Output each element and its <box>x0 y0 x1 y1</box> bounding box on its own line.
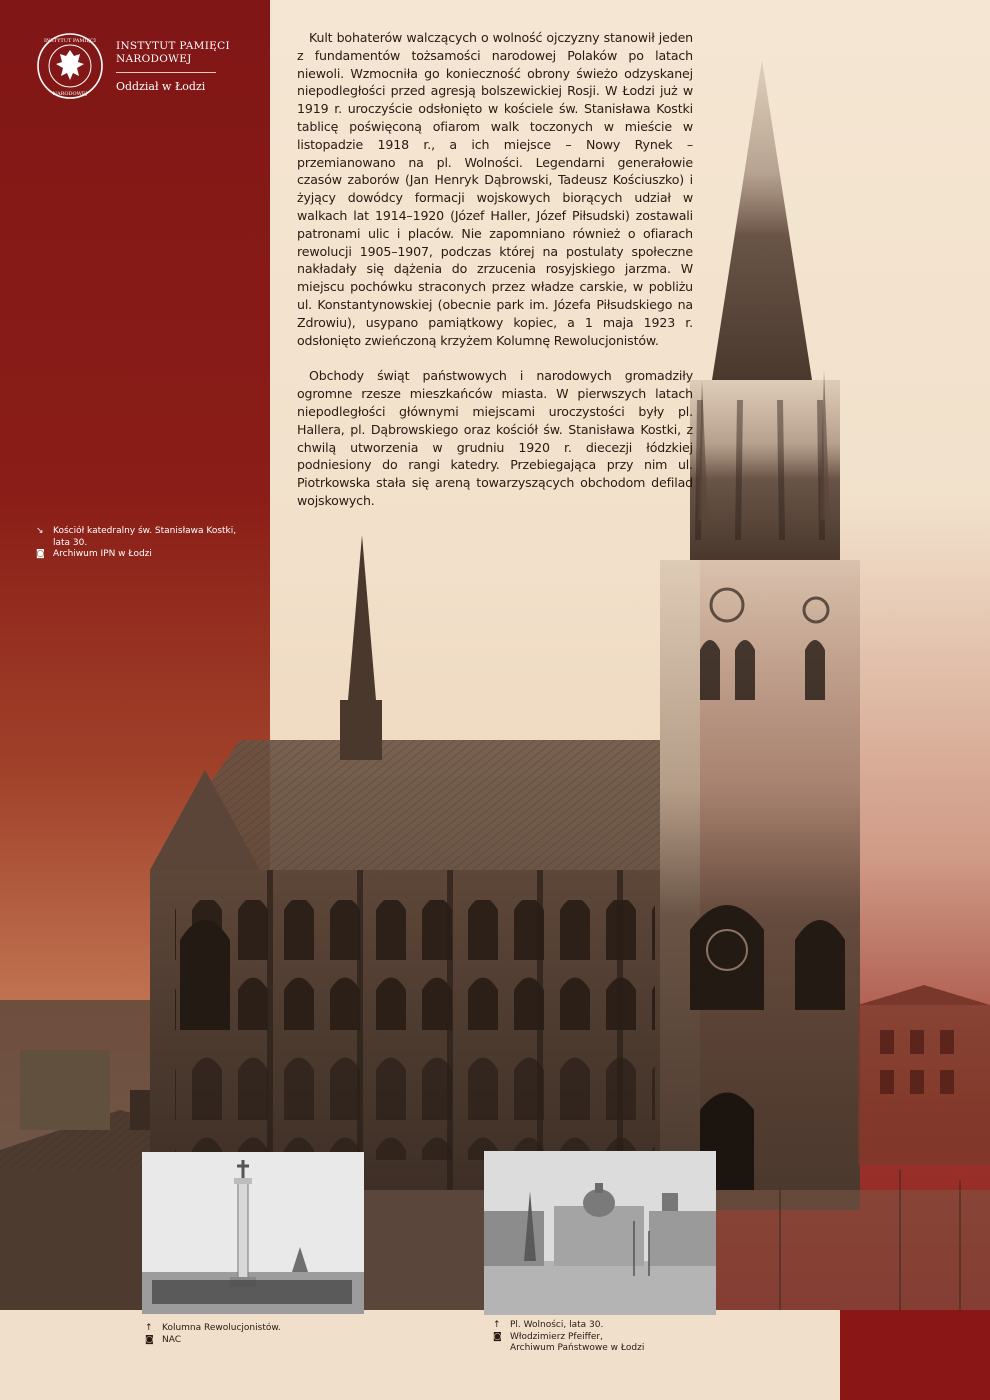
caption-plac-title: Pl. Wolności, lata 30. <box>510 1320 604 1330</box>
institution-line-1: INSTYTUT PAMIĘCI <box>116 40 230 52</box>
logo-divider <box>116 72 216 73</box>
caption-kolumna-source: NAC <box>162 1334 182 1345</box>
main-text <box>297 29 693 510</box>
caption-plac <box>493 1320 713 1355</box>
paragraph-2: Obchody świąt państwowych i narodowych gromadziły ogromne rzesze mieszkańców miasta. W pierwszych latach niepodległości głównymi miejscami uroczystości były pl. Hallera, pl. Dąbrowskiego oraz kościół św. Stanisława Kostki, z chwilą utworzenia w grudniu 1920 r. diecezji łódzkiej podniesiony do rangi katedry. Przebiegająca przy nim ul. Piotrkowska stała się areną towarzyszących obchodom defilad wojskowych. <box>297 368 693 508</box>
caption-kolumna <box>145 1323 345 1346</box>
camera-icon: ◙ <box>36 549 45 559</box>
arrow-up-icon: ↑ <box>493 1320 501 1330</box>
caption-kolumna-title: Kolumna Rewolucjonistów. <box>162 1323 281 1333</box>
institution-line-2: NARODOWEJ <box>116 53 192 65</box>
caption-cathedral-date: lata 30. <box>53 537 88 548</box>
caption-cathedral-title: Kościół katedralny św. Stanisława Kostki, <box>53 526 237 536</box>
ipn-logo <box>36 32 246 112</box>
caption-plac-source-2: Archiwum Państwowe w Łodzi <box>510 1343 645 1353</box>
camera-icon: ◙ <box>493 1331 502 1342</box>
camera-icon: ◙ <box>145 1334 154 1345</box>
caption-plac-source-1: Włodzimierz Pfeiffer, <box>510 1331 603 1342</box>
paragraph-1: Kult bohaterów walczących o wolność ojczyzny stanowił jeden z fundamentów tożsamości narodowej Polaków po latach niewoli. Wzmocniła go konieczność obrony świeżo odzyskanej niepodległości przed agresją bolszewickiej Rosji. W Łodzi już w 1919 r. uroczyście odsłonięto w kościele św. Stanisława Kostki tablicę poświęconą ofiarom walk toczonych w mieście w listopadzie 1918 r., a ich miejsce – Nowy Rynek – przemianowano na pl. Wolności. Legendarni generałowie czasów zaborów (Jan Henryk Dąbrowski, Tadeusz Kościuszko) i żyjący dowódcy formacji wojskowych biorących udział w walkach lat 1914–1920 (Józef Haller, Józef Piłsudski) zostawali patronami ulic i placów. Nie zapomniano również o ofiarach rewolucji 1905–1907, podczas której na postulaty społeczne nakładały się dążenia do zrzucenia rosyjskiego jarzma. W miejscu pochówku straconych przez władze carskie, w pobliżu ul. Konstantynowskiej (obecnie park im. Józefa Piłsudskiego na Zdrowiu), usypano pamiątkowy kopiec, a 1 maja 1923 r. odsłonięto zwieńczoną krzyżem Kolumnę Rewolucjonistów. <box>297 30 693 348</box>
institution-name <box>116 40 256 66</box>
caption-cathedral <box>36 526 266 561</box>
eagle-seal-icon <box>36 32 104 100</box>
arrow-down-right-icon: ↘ <box>36 526 44 536</box>
svg-text:NARODOWEJ: NARODOWEJ <box>52 91 88 97</box>
caption-cathedral-source: Archiwum IPN w Łodzi <box>53 549 152 559</box>
kolumna-photo <box>142 1152 364 1314</box>
branch-name: Oddział w Łodzi <box>116 80 206 93</box>
plac-wolnosci-photo <box>484 1151 716 1315</box>
svg-text:INSTYTUT PAMIĘCI: INSTYTUT PAMIĘCI <box>44 38 96 44</box>
arrow-up-icon: ↑ <box>145 1323 153 1333</box>
